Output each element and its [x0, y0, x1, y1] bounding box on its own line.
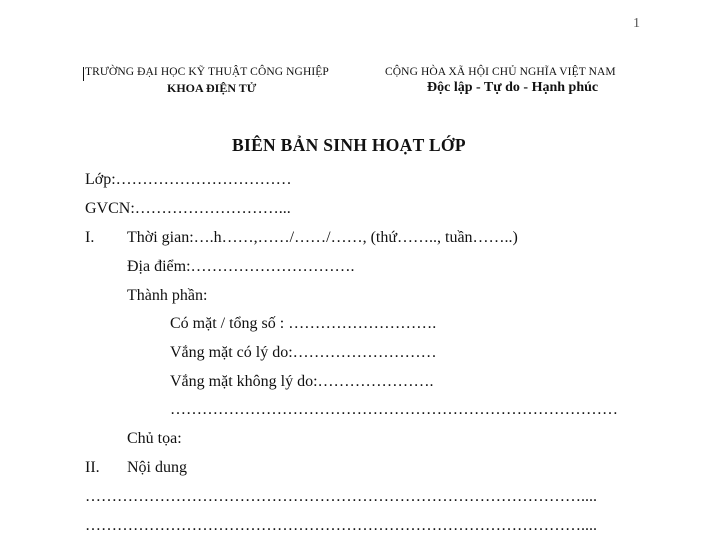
present-total-field: Có mặt / tổng số : ………………………. — [170, 315, 437, 332]
country-name: CỘNG HÒA XÃ HỘI CHỦ NGHĨA VIỆT NAM — [385, 66, 616, 78]
blank-dotted-line: ………………………………………………………………………… — [170, 401, 618, 418]
content-dotted-line-1: ………………………………………………………………………………….... — [85, 488, 597, 505]
page-number: 1 — [633, 16, 640, 31]
faculty-name: KHOA ĐIỆN TỬ — [167, 81, 257, 95]
content-dotted-line-2: ………………………………………………………………………………….... — [85, 517, 597, 534]
time-field: Thời gian:….h……,……/……/……, (thứ…….., tuần……..) — [127, 229, 518, 246]
section-2-number: II. — [85, 459, 100, 476]
school-name: TRƯỜNG ĐẠI HỌC KỸ THUẬT CÔNG NGHIỆP — [85, 66, 329, 78]
absent-excused-field: Vắng mặt có lý do:……………………… — [170, 344, 437, 361]
content-heading: Nội dung — [127, 459, 187, 476]
homeroom-teacher-field: GVCN:………………………... — [85, 200, 291, 217]
location-field: Địa điểm:…………………………. — [127, 258, 355, 275]
text-cursor — [83, 67, 84, 81]
class-field: Lớp:…………………………… — [85, 171, 292, 188]
section-1-number: I. — [85, 229, 95, 246]
national-motto: Độc lập - Tự do - Hạnh phúc — [427, 80, 599, 95]
absent-unexcused-field: Vắng mặt không lý do:…………………. — [170, 373, 434, 390]
document-title: BIÊN BẢN SINH HOẠT LỚP — [232, 135, 466, 155]
participants-label: Thành phần: — [127, 287, 208, 304]
chair-field: Chủ tọa: — [127, 430, 182, 447]
